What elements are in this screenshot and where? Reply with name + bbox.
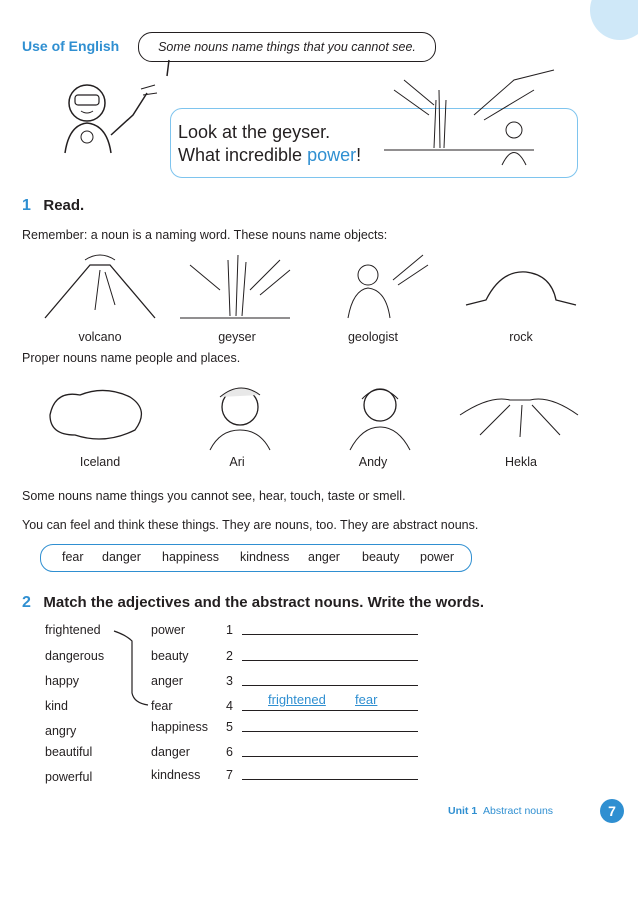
caption-rock: rock xyxy=(509,330,533,344)
geologist-picture xyxy=(318,250,433,320)
answer-line-1[interactable] xyxy=(242,634,418,635)
exercise-2-heading xyxy=(22,594,484,612)
geyser-scene-illustration xyxy=(384,70,574,180)
corner-decoration xyxy=(590,0,638,40)
noun-2: beauty xyxy=(151,649,189,663)
rock-picture xyxy=(466,260,581,320)
exercise-2-title: Match the adjectives and the abstract nouns. Write the words. xyxy=(43,594,485,611)
section-label: Use of English xyxy=(22,38,120,54)
caption-hekla: Hekla xyxy=(505,455,537,469)
word-fear: fear xyxy=(62,550,84,564)
iceland-map-picture xyxy=(45,385,155,445)
word-power: power xyxy=(420,550,455,564)
abstract-text-1: Some nouns name things you cannot see, hear, touch, taste or smell. xyxy=(22,489,406,503)
geyser-picture xyxy=(180,250,295,320)
adjective-6: beautiful xyxy=(45,745,93,759)
adjective-4: kind xyxy=(45,699,68,713)
footer-topic: Abstract nouns xyxy=(483,805,554,817)
answer-number-2: 2 xyxy=(226,649,233,663)
exercise-1-title: Read. xyxy=(43,197,85,214)
word-beauty: beauty xyxy=(362,550,400,564)
andy-portrait xyxy=(340,375,420,450)
answer-number-6: 6 xyxy=(226,745,233,759)
adjective-7: powerful xyxy=(45,770,93,784)
look-line-2 xyxy=(178,145,361,166)
answer-line-6[interactable] xyxy=(242,756,418,757)
word-kindness: kindness xyxy=(240,550,290,564)
proper-intro-text: Proper nouns name people and places. xyxy=(22,351,241,365)
word-danger: danger xyxy=(102,550,141,564)
word-happiness: happiness xyxy=(162,550,219,564)
power-highlight: power xyxy=(307,145,357,165)
adjective-1: frightened xyxy=(45,623,101,637)
answer-number-1: 1 xyxy=(226,623,233,637)
adjective-5: angry xyxy=(45,724,77,738)
noun-3: anger xyxy=(151,674,183,688)
page-number: 7 xyxy=(600,799,624,823)
caption-iceland: Iceland xyxy=(79,455,121,469)
caption-geyser: geyser xyxy=(218,330,256,344)
look-line-2-text: What incredible xyxy=(178,145,308,165)
answer-number-4: 4 xyxy=(226,699,233,713)
answer-number-3: 3 xyxy=(226,674,233,688)
answer-line-7[interactable] xyxy=(242,779,418,780)
remember-text: Remember: a noun is a naming word. These nouns name objects: xyxy=(22,228,388,242)
hekla-picture xyxy=(460,375,580,445)
noun-4: fear xyxy=(151,699,173,713)
answer-line-2[interactable] xyxy=(242,660,418,661)
answer-number-5: 5 xyxy=(226,720,233,734)
speech-bubble: Some nouns name things that you cannot see. xyxy=(138,32,436,62)
adjective-3: happy xyxy=(45,674,80,688)
answer-line-5[interactable] xyxy=(242,731,418,732)
abstract-text-2: You can feel and think these things. They are nouns, too. They are abstract nouns. xyxy=(22,518,479,532)
bubble-tail xyxy=(165,60,185,80)
example-answer-noun: fear xyxy=(355,692,378,707)
robot-illustration xyxy=(55,75,165,155)
caption-volcano: volcano xyxy=(78,330,122,344)
exercise-2-number: 2 xyxy=(22,594,31,611)
footer-unit-label: Unit 1 xyxy=(448,805,478,817)
noun-7: kindness xyxy=(151,768,201,782)
look-line-1: Look at the geyser. xyxy=(178,122,331,142)
word-anger: anger xyxy=(308,550,340,564)
exercise-1-heading xyxy=(22,197,84,215)
caption-ari: Ari xyxy=(229,455,245,469)
match-line xyxy=(112,625,152,710)
answer-line-3[interactable] xyxy=(242,685,418,686)
answer-line-4[interactable] xyxy=(242,710,418,711)
adjective-2: dangerous xyxy=(45,649,105,663)
noun-1: power xyxy=(151,623,186,637)
noun-6: danger xyxy=(151,745,190,759)
ari-portrait xyxy=(200,375,280,450)
volcano-picture xyxy=(40,250,160,320)
caption-geologist: geologist xyxy=(347,330,399,344)
footer-unit xyxy=(448,805,553,817)
noun-5: happiness xyxy=(151,720,208,734)
caption-andy: Andy xyxy=(358,455,388,469)
look-line-2-end: ! xyxy=(356,145,362,165)
example-answer-adjective: frightened xyxy=(268,692,326,707)
exercise-1-number: 1 xyxy=(22,197,31,214)
answer-number-7: 7 xyxy=(226,768,233,782)
